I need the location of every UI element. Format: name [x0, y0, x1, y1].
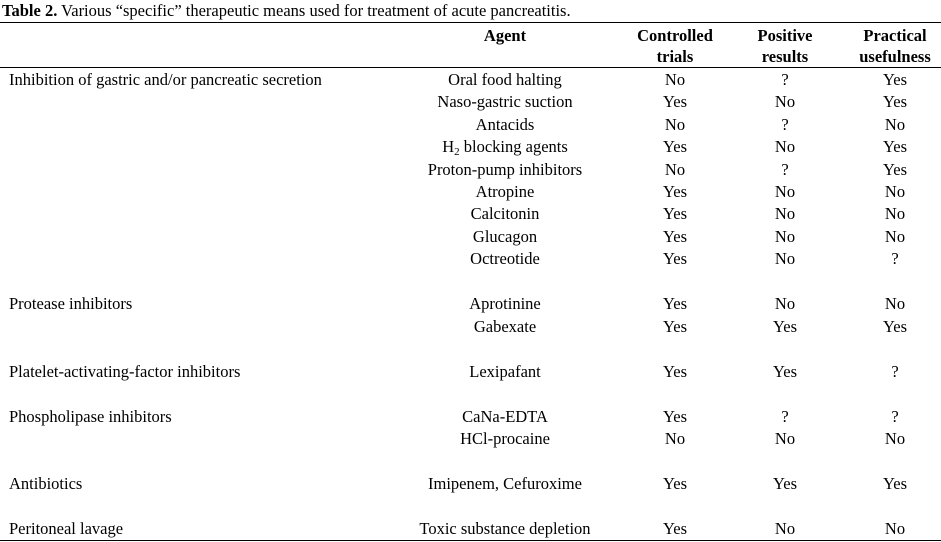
positive-results-cell: No — [774, 204, 796, 223]
positive-results-cell: Yes — [772, 474, 797, 493]
controlled-trials-cell: Yes — [662, 204, 687, 223]
header-practical-usefulness — [840, 25, 941, 67]
agent-cell: Antacids — [475, 115, 535, 134]
practical-usefulness-cell: Yes — [882, 317, 907, 336]
header-practical-line2: usefulness — [859, 47, 931, 66]
practical-usefulness-cell: No — [884, 294, 906, 313]
positive-results-cell: No — [774, 137, 796, 156]
controlled-trials-cell: Yes — [662, 362, 687, 381]
agent-cell: Imipenem, Cefuroxime — [428, 474, 582, 493]
controlled-trials-cell: No — [664, 115, 686, 134]
positive-results-cell: No — [774, 92, 796, 111]
agent-cell: Gabexate — [473, 317, 537, 336]
agent-cell: CaNa-EDTA — [462, 407, 548, 426]
positive-results-cell: Yes — [772, 362, 797, 381]
positive-results-cell: No — [774, 182, 796, 201]
agent-cell: Aprotinine — [469, 294, 541, 313]
table-bottom-rule — [0, 540, 941, 541]
table-top-rule — [0, 22, 941, 23]
agent-cell: Calcitonin — [470, 204, 540, 223]
practical-usefulness-cell: Yes — [882, 70, 907, 89]
practical-usefulness-cell: ? — [891, 362, 899, 381]
header-controlled-trials — [620, 25, 730, 67]
controlled-trials-cell: Yes — [662, 227, 687, 246]
header-controlled-line2: trials — [656, 47, 694, 66]
controlled-trials-cell: No — [664, 70, 686, 89]
controlled-trials-cell: No — [664, 160, 686, 179]
category-label: Phospholipase inhibitors — [9, 407, 172, 426]
practical-usefulness-cell: Yes — [882, 92, 907, 111]
header-positive-line2: results — [761, 47, 809, 66]
category-label: Inhibition of gastric and/or pancreatic secretion — [9, 70, 322, 89]
table-caption-text: Various “specific” therapeutic means used for treatment of acute pancreatitis. — [57, 1, 571, 20]
agent-h2-main: H — [442, 137, 455, 156]
category-label: Platelet-activating-factor inhibitors — [9, 362, 241, 381]
agent-h2-rest: blocking agents — [459, 137, 568, 156]
positive-results-cell: No — [774, 249, 796, 268]
controlled-trials-cell: Yes — [662, 182, 687, 201]
table-caption-label: Table 2. — [2, 1, 58, 20]
category-label: Peritoneal lavage — [9, 519, 124, 538]
practical-usefulness-cell: ? — [891, 407, 899, 426]
header-practical-line1: Practical — [863, 26, 927, 45]
agent-cell: Octreotide — [470, 249, 540, 268]
table-caption — [2, 1, 571, 21]
header-positive-results — [730, 25, 840, 67]
controlled-trials-cell: Yes — [662, 407, 687, 426]
practical-usefulness-cell: No — [884, 115, 906, 134]
table-header-rule — [0, 67, 941, 68]
practical-usefulness-cell: No — [884, 519, 906, 538]
header-agent: Agent — [483, 26, 527, 45]
positive-results-cell: No — [774, 429, 796, 448]
agent-cell: HCl-procaine — [460, 429, 550, 448]
practical-usefulness-cell: ? — [891, 249, 899, 268]
positive-results-cell: ? — [781, 70, 789, 89]
controlled-trials-cell: Yes — [662, 92, 687, 111]
controlled-trials-cell: Yes — [662, 294, 687, 313]
agent-cell: Glucagon — [472, 227, 538, 246]
agent-cell: Oral food halting — [448, 70, 562, 89]
header-positive-line1: Positive — [757, 26, 813, 45]
agent-cell: Naso-gastric suction — [437, 92, 573, 111]
controlled-trials-cell: Yes — [662, 249, 687, 268]
category-label: Antibiotics — [9, 474, 83, 493]
header-controlled-line1: Controlled — [637, 26, 713, 45]
practical-usefulness-cell: Yes — [882, 474, 907, 493]
practical-usefulness-cell: No — [884, 227, 906, 246]
positive-results-cell: ? — [781, 160, 789, 179]
positive-results-cell: Yes — [772, 317, 797, 336]
controlled-trials-cell: Yes — [662, 474, 687, 493]
controlled-trials-cell: Yes — [662, 317, 687, 336]
positive-results-cell: No — [774, 294, 796, 313]
positive-results-cell: No — [774, 519, 796, 538]
practical-usefulness-cell: No — [884, 182, 906, 201]
agent-cell: Lexipafant — [469, 362, 541, 381]
practical-usefulness-cell: Yes — [882, 160, 907, 179]
positive-results-cell: No — [774, 227, 796, 246]
controlled-trials-cell: No — [664, 429, 686, 448]
agent-cell: Toxic substance depletion — [419, 519, 591, 538]
agent-h2-subscript: 2 — [454, 146, 460, 158]
controlled-trials-cell: Yes — [662, 519, 687, 538]
practical-usefulness-cell: No — [884, 204, 906, 223]
practical-usefulness-cell: Yes — [882, 137, 907, 156]
agent-cell: Proton-pump inhibitors — [427, 160, 583, 179]
positive-results-cell: ? — [781, 115, 789, 134]
practical-usefulness-cell: No — [884, 429, 906, 448]
category-label: Protease inhibitors — [9, 294, 133, 313]
agent-cell: Atropine — [475, 182, 535, 201]
agent-cell — [350, 137, 660, 157]
controlled-trials-cell: Yes — [662, 137, 687, 156]
positive-results-cell: ? — [781, 407, 789, 426]
